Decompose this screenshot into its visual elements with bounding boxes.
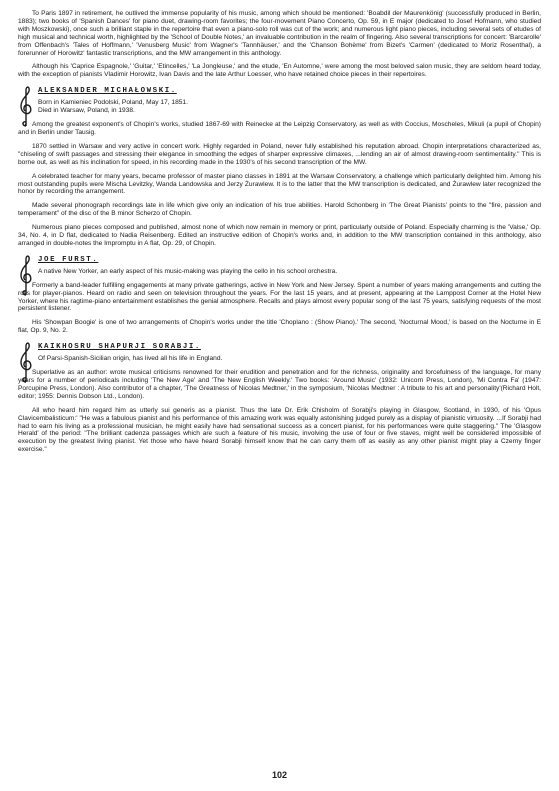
body-paragraph: His 'Showpan Boogie' is one of two arrangements of Chopin's works under the title 'Choplano : (Show Piano).' The second, 'Nocturnal Mood,' is based on the Nocturne in E flat, Op. 9, No. 2. bbox=[18, 319, 541, 335]
composer-entry-michalowski bbox=[18, 87, 541, 115]
composer-entry-furst bbox=[18, 256, 541, 276]
body-paragraph: Made several phonograph recordings late in life which give only an indication of his true abilities. Harold Schonberg in 'The Great Pianists' points to the "fire, passion and temperament" of the disc of the B minor Scherzo of Chopin. bbox=[18, 202, 541, 218]
composer-name: ALEKSANDER MICHAŁOWSKI. bbox=[38, 87, 177, 96]
body-paragraph: A celebrated teacher for many years, became professor of master piano classes in 1891 at the Warsaw Conservatory, a challenge which particularly delighted him. Among his most outstanding pupils were Mischa Levitzky, Wanda Landowska and Jerzy Żurawlew. It is to the latter that the MW transcription is dedicated, and Żurawlew later recognized the honor by recording the arrangement. bbox=[18, 172, 541, 196]
treble-clef-icon bbox=[18, 84, 34, 128]
body-paragraph: Superlative as an author: wrote musical criticisms renowned for their erudition and penetration and for the richness, originality and forcefulness of the language, for many years for a number of periodicals including 'The New Age' and 'The New English Weekly.' Two books: 'Around Music' (1932: Unicorn Press, London), 'Mi Contra Fa' (1947: Porcupine Press, London). Also contributor of a chapter, 'The Greatness of Nicolas Medtner,' in the symposium, 'Nicolas Medtner : A tribute to his art and personality'(Richard Holt, editor; 1955: Dennis Dobson Ltd., London). bbox=[18, 369, 541, 400]
document-page bbox=[18, 10, 541, 454]
bio-line: A native New Yorker, an early aspect of his music-making was playing the cello in his school orchestra. bbox=[38, 267, 338, 275]
intro-paragraph: To Paris 1897 in retirement, he outlived the immense popularity of his music, among which should be mentioned: 'Boabdil der Maurenkönig' (successfully produced in Berlin, 1883); two books of 'Spanish Dances' for piano duet, drawing-room favorites; the four-movement Piano Concerto, Op. 59, in E major (dedicated to Josef Hofmann, who studied with Moszkowski), once such a brilliant staple in the repertoire that even a piano-solo roll was cut of the work; and numerous light piano pieces, including several sets of etudes of high musical and technical worth, highlighted by the 'School of Double Notes,' an invaluable contribution in the realm of fingering. Also several transcriptions for concert: 'Barcarolle' from Offenbach's 'Tales of Hoffmann,' 'Venusberg Music' from Wagner's 'Tannhäuser,' and the 'Chanson Bohème' from Bizet's 'Carmen' (dedicated to Moriz Rosenthal), a forerunner of Horowitz' fantastic transcriptions, and the MW arrangement in this anthology. bbox=[18, 10, 541, 57]
bio-line: Born in Kamieniec Podolski, Poland, May 17, 1851. bbox=[38, 99, 188, 107]
composer-entry-sorabji bbox=[18, 343, 541, 363]
bio-line: Of Parsi-Spanish-Sicilian origin, has lived all his life in England. bbox=[38, 355, 223, 363]
body-paragraph: Formerly a band-leader fulfilling engagements at many private gatherings, active in New York and New Jersey. Spent a number of years making arrangements and cutting the rolls for player-pianos. Heard on radio and seen on television throughout the years. For the last 15 years, and at present, appearing at the Lamppost Corner at the Hotel New Yorker, where his ragtime-piano entertainment establishes the genial atmosphere. Recalls and plays almost every popular song of the last 75 years, satisfying requests of the most persistent listener. bbox=[18, 281, 541, 313]
treble-clef-icon bbox=[18, 340, 34, 384]
composer-name: JOE FURST. bbox=[38, 255, 99, 264]
body-paragraph: Numerous piano pieces composed and published, almost none of which now remain in memory or print, particularly outside of Poland. Especially charming is the 'Valse,' Op. 34, No. 4, in D flat, dedicated to Nadia Reisenberg. Edited an instructive edition of Chopin's works and, in addition to the MW transcription contained in this anthology, also arranged in double-notes the Impromptu in A flat, Op. 29, of Chopin. bbox=[18, 224, 541, 247]
body-paragraph: Among the greatest exponent's of Chopin's works, studied 1867-69 with Reinecke at the Leipzig Conservatory, as well as with Coccius, Moscheles, Mikuli (a pupil of Chopin) and in Berlin under Tausig. bbox=[18, 121, 541, 136]
bio-line: Died in Warsaw, Poland, in 1938. bbox=[38, 107, 135, 115]
treble-clef-icon bbox=[18, 253, 34, 297]
intro-paragraph: Although his 'Caprice Espagnole,' 'Guitar,' 'Etincelles,' 'La Jongleuse,' and the etude, 'En Automne,' were among the most beloved salon music, they are seldom heard today, with the exception of pianists Vladimir Horowitz, Ivan Davis and the late Arthur Loesser, who have retained choice pieces in their repertoires. bbox=[18, 63, 541, 79]
body-paragraph: 1870 settled in Warsaw and very active in concert work. Highly regarded in Poland, never fully established his reputation abroad. Chopin interpretations characterized as, "chiseling of swift passages and stressing their elegance in smoothing the edges of sharper expressive climaxes, ...lending an air of almost drawing-room sentimentality." This is borne out, as well as his inclination for speed, in his recording made in the 1930's of his second transcription of the MW. bbox=[18, 142, 541, 166]
composer-name: KAIKHOSRU SHAPURJI SORABJI. bbox=[38, 343, 201, 352]
page-number: 102 bbox=[271, 770, 288, 780]
body-paragraph: All who heard him regard him as utterly sui generis as a pianist. Thus the late Dr. Erik Chisholm of Sorabji's playing in Glasgow, Scotland, in 1930, of his 'Opus Clavicembalisticum:' "He was a fabulous pianist and his performance of this amazing work was equally astonishing judged purely as a display of pianistic virtuosity. ...If Sorabji had had to earn his living as a professional musician, he might easily have had sensational success as a concert pianist, for his performances were quite staggering." The 'Glasgow Herald' of the period: "The brilliant cadenza passages which are such a feature of his music, involving the use of four or five staves, might well be considered impossible of execution by the greatest living pianist. Yet those who have heard Sorabji himself know that he can carry them off as easily as any other pianist might play a Czerny finger exercise." bbox=[18, 406, 541, 454]
